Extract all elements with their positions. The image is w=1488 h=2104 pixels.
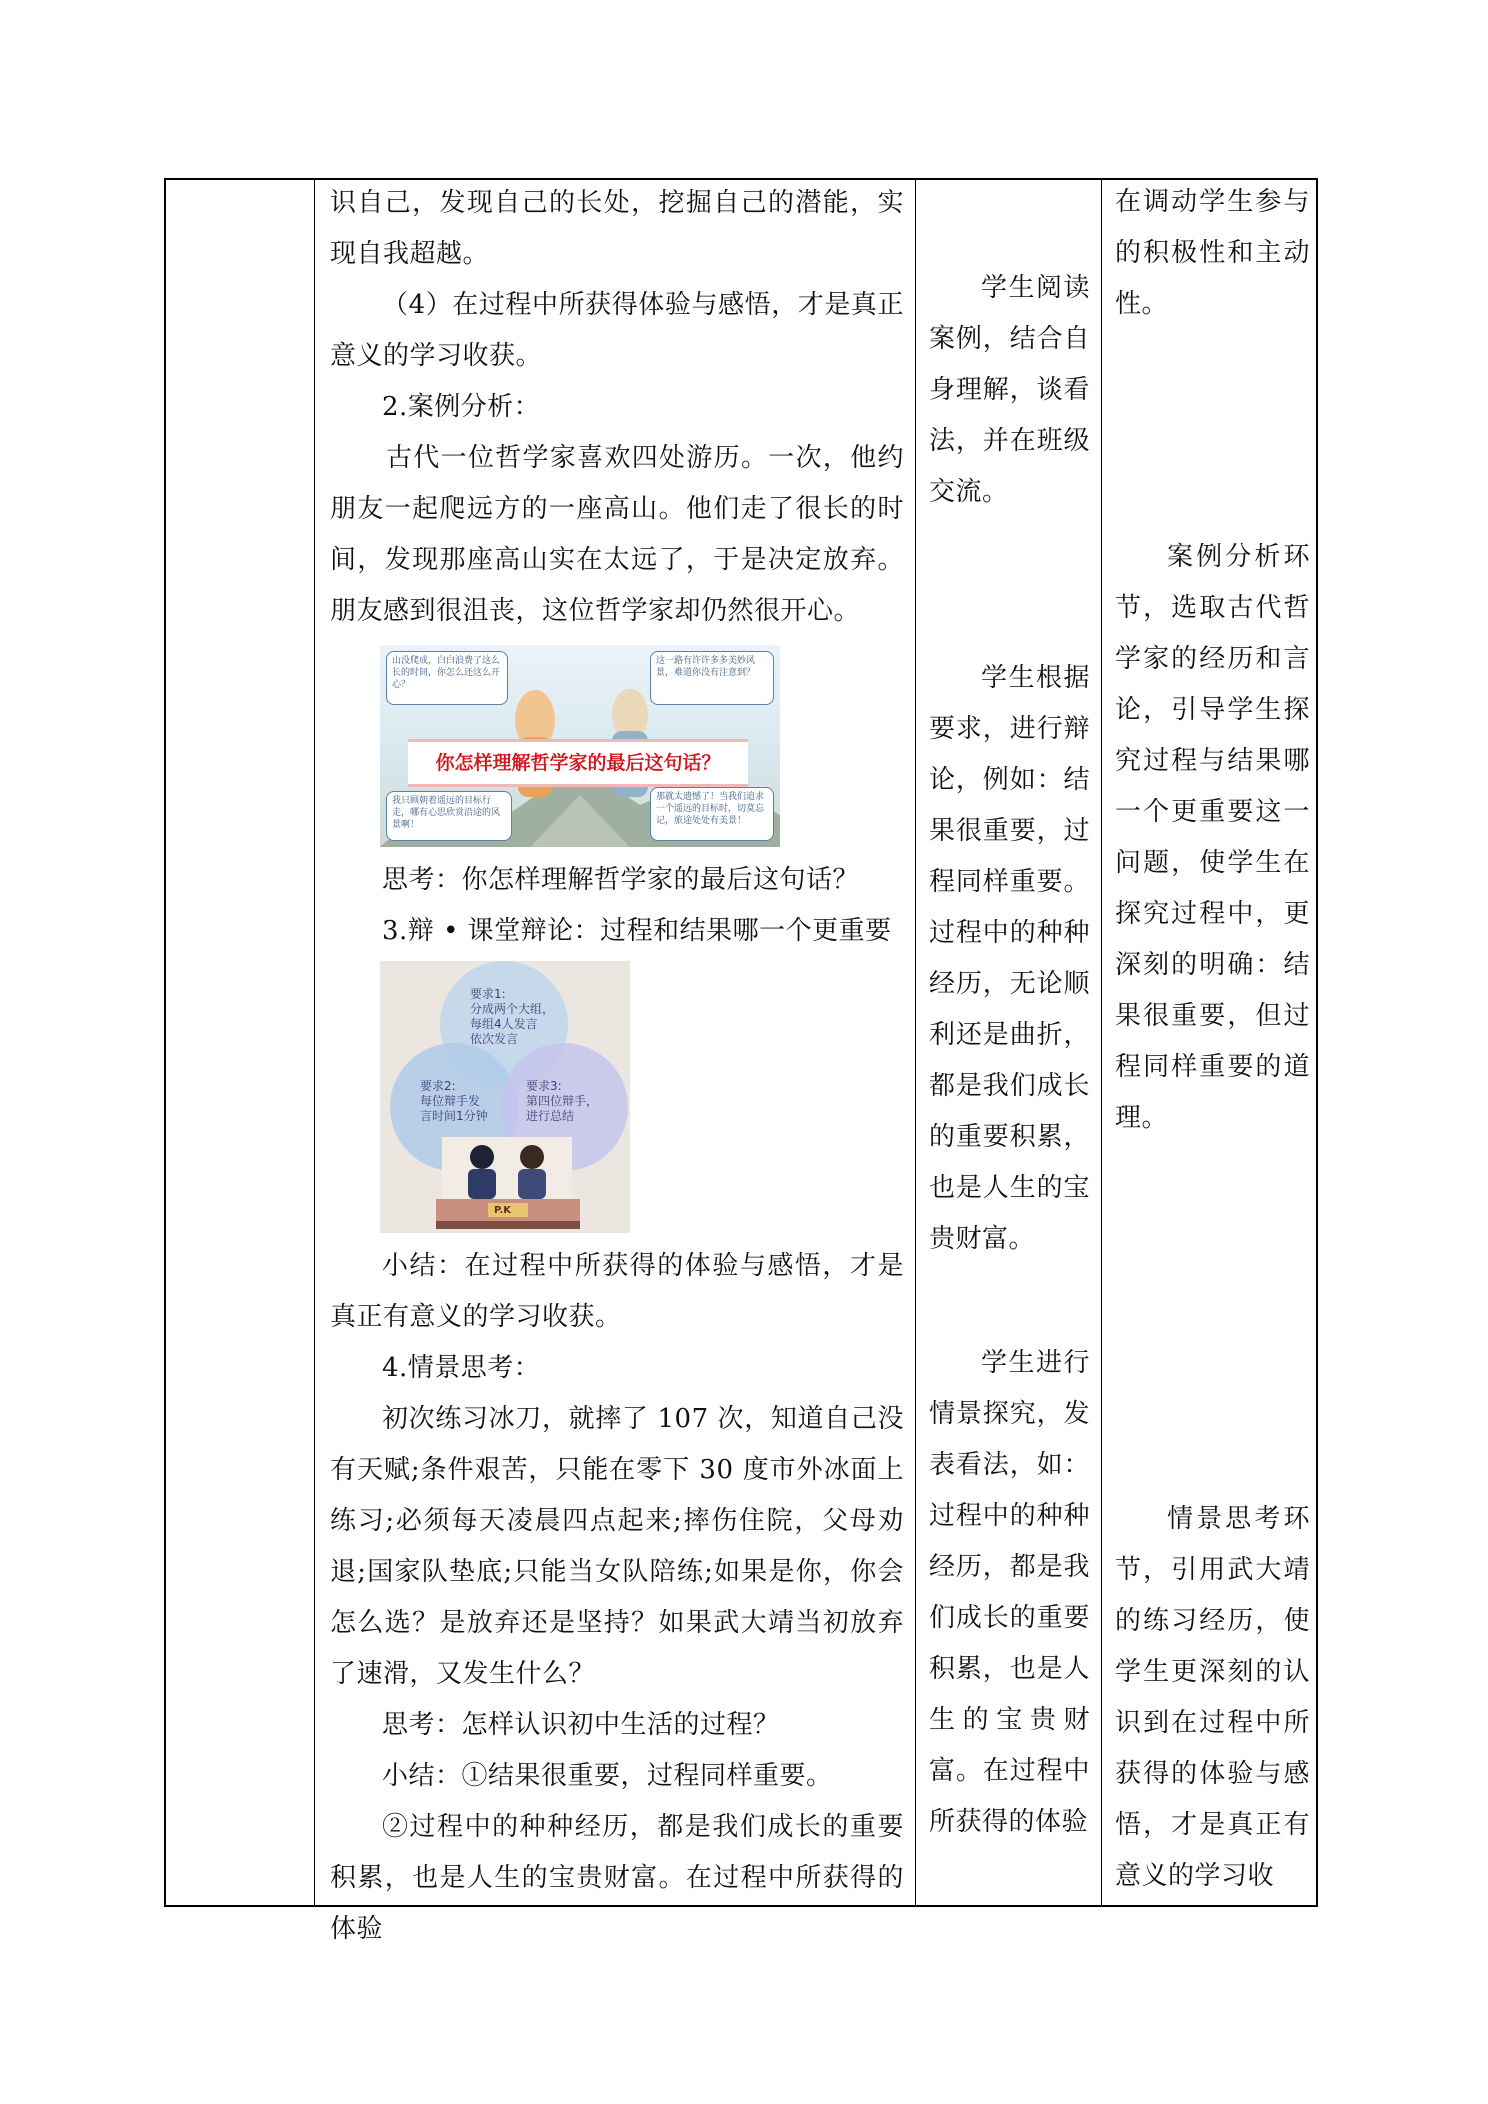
- requirement-text: 要求1: 分成两个大组， 每组4人发言 依次发言: [470, 987, 555, 1046]
- section-heading: 4.情景思考：: [382, 1353, 541, 1383]
- requirement-text: 要求2: 每位辩手发 言时间1分钟: [420, 1079, 488, 1123]
- design-intent-text: 案例分析环节，选取古代哲学家的经历和言论，引导学生探究过程与结果哪一个更重要这一问题，使学生在探究过程中，更深刻的明确：结果很重要，但过程同样重要的道理。: [1115, 542, 1310, 1133]
- question-text: 思考：你怎样理解哲学家的最后这句话？: [382, 865, 860, 895]
- scenario-text: 初次练习冰刀，就摔了 107 次，知道自己没有天赋;条件艰苦，只能在零下 30 度市外冰面上练习;必须每天凌晨四点起来;摔伤住院，父母劝退;国家队垫底;只能当女队陪练;如果是你，你会怎么选？是放弃还是坚持？如果武大靖当初放弃了速滑，又发生什么？: [330, 1404, 904, 1689]
- philosopher-illustration: [380, 645, 780, 847]
- design-intent-text: 在调动学生参与的积极性和主动性。: [1115, 187, 1310, 319]
- section-heading: 3.辩 • 课堂辩论：过程和结果哪一个更重要: [382, 916, 892, 946]
- speech-bubble: 山没爬成，白白浪费了这么长的时间，你怎么还这么开心？: [386, 651, 508, 705]
- paragraph: （4）在过程中所获得体验与感悟，才是真正意义的学习收获。: [330, 290, 904, 371]
- illustration-banner: 你怎样理解哲学家的最后这句话？: [408, 739, 748, 787]
- section-heading: 2.案例分析：: [382, 392, 541, 422]
- summary-text: 小结：①结果很重要，过程同样重要。: [382, 1761, 833, 1791]
- question-text: 思考：怎样认识初中生活的过程？: [382, 1710, 780, 1740]
- speech-bubble: 我只顾朝着遥远的目标行走，哪有心思欣赏沿途的风景啊！: [386, 791, 512, 841]
- teacher-activity-column: [316, 178, 916, 1955]
- student-activity-text: 学生根据要求，进行辩论，例如：结果很重要，过程同样重要。过程中的种种经历，无论顺利还是曲折，都是我们成长的重要积累，也是人生的宝贵财富。: [929, 663, 1090, 1254]
- student-activity-text: 学生进行情景探究，发表看法，如：过程中的种种经历，都是我们成长的重要积累，也是人生的宝贵财富。在过程中所获得的体验: [929, 1348, 1090, 1837]
- debaters-image: [380, 961, 630, 1233]
- case-text: 古代一位哲学家喜欢四处游历。一次，他约朋友一起爬远方的一座高山。他们走了很长的时间，发现那座高山实在太远了，于是决定放弃。朋友感到很沮丧，这位哲学家却仍然很开心。: [330, 443, 904, 626]
- speech-bubble: 这一路有许许多多美妙风景，难道你没有注意到？: [650, 651, 774, 705]
- summary-text: 小结：在过程中所获得的体验与感悟，才是真正有意义的学习收获。: [330, 1251, 904, 1332]
- podium-label: P.K: [494, 1205, 512, 1216]
- student-activity-text: 学生阅读案例，结合自身理解，谈看法，并在班级交流。: [929, 273, 1090, 507]
- column-divider: [314, 180, 315, 1905]
- speech-bubble: 那就太遗憾了！当我们追求一个遥远的目标时，切莫忘记，旅途处处有美景！: [650, 787, 774, 841]
- column-divider: [1101, 180, 1102, 1905]
- requirement-text: 要求3: 第四位辩手， 进行总结: [526, 1079, 599, 1123]
- debate-requirements-image: [380, 961, 630, 1233]
- summary-text: ②过程中的种种经历，都是我们成长的重要积累，也是人生的宝贵财富。在过程中所获得的体验: [330, 1812, 904, 1944]
- lesson-table: [164, 178, 1318, 1944]
- design-intent-text: 情景思考环节，引用武大靖的练习经历，使学生更深刻的认识到在过程中所获得的体验与感悟，才是真正有意义的学习收: [1115, 1504, 1310, 1891]
- paragraph: 识自己，发现自己的长处，挖掘自己的潜能，实现自我超越。: [330, 188, 904, 269]
